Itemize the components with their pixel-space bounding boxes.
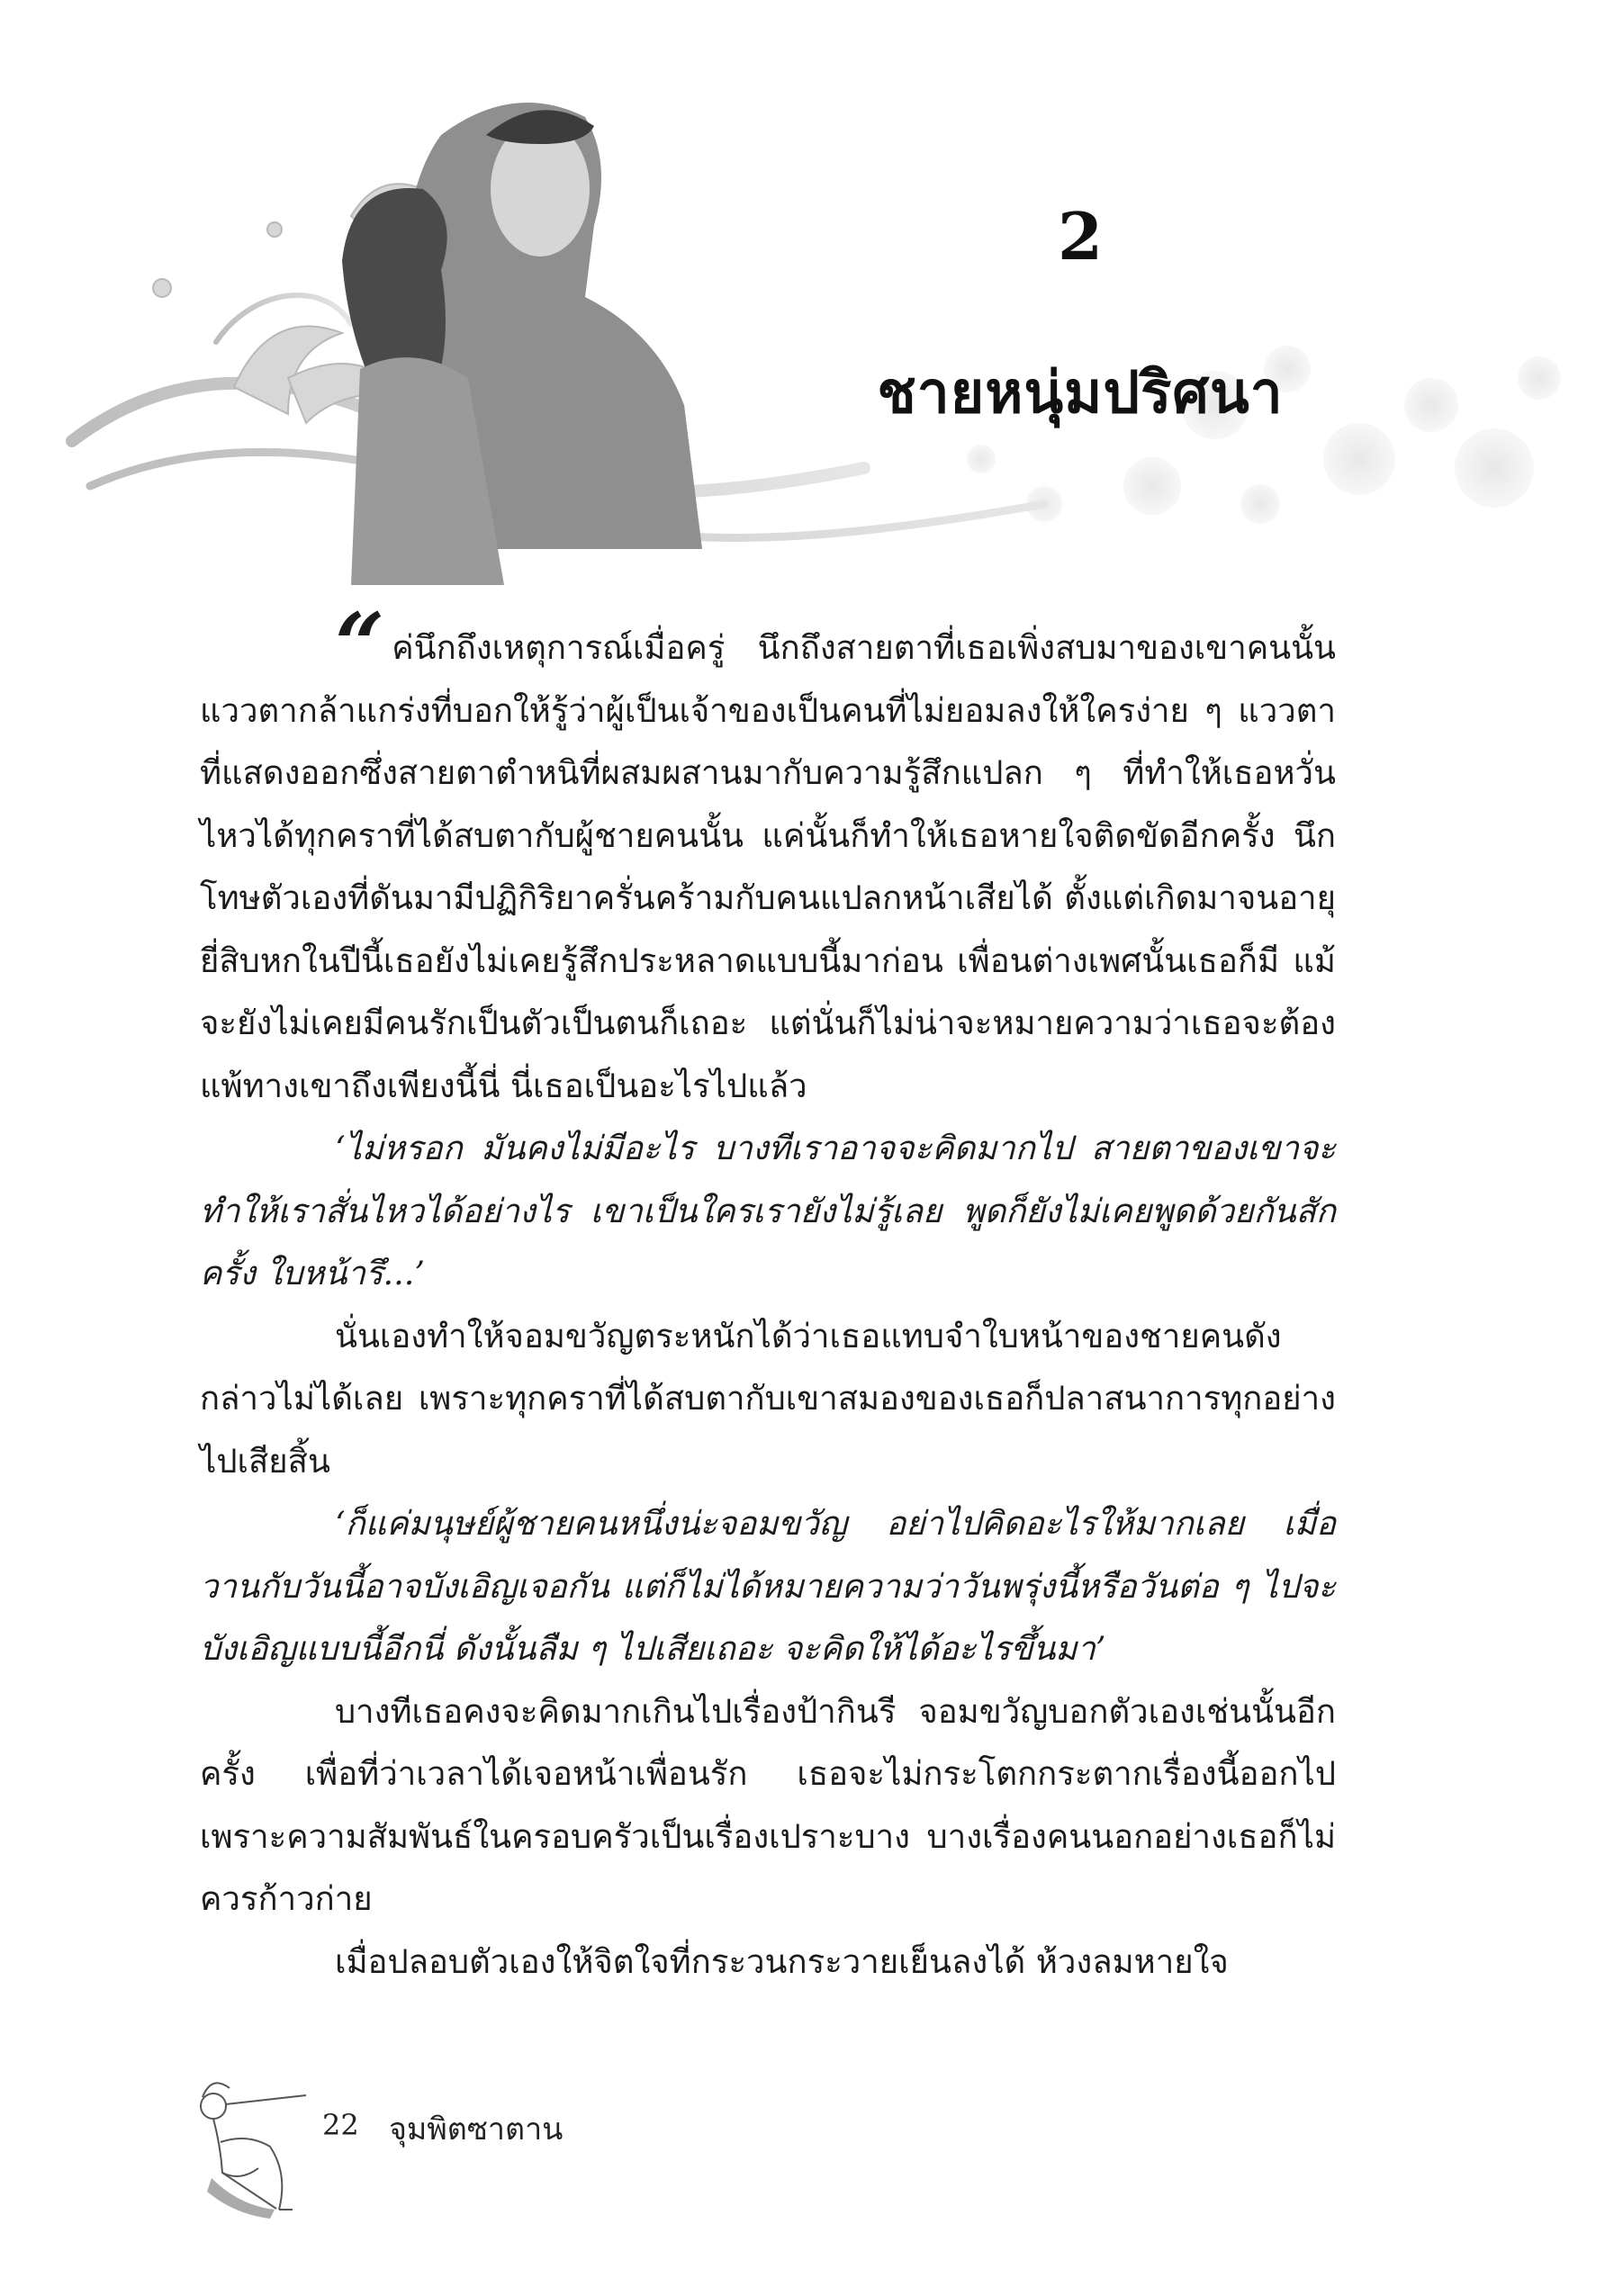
paragraph-1	[200, 594, 1336, 1117]
chapter-title: ชายหนุ่มปริศนา	[877, 360, 1284, 427]
paragraph-6: เมื่อปลอบตัวเองให้จิตใจที่กระวนกระวายเย็นลงได้ ห้วงลมหายใจ	[335, 1941, 1229, 1981]
paragraph-3: นั่นเองทำให้จอมขวัญตระหนักได้ว่าเธอแทบจำใบหน้าของชายคนดังกล่าวไม่ได้เลย เพราะทุกคราที่ได้สบตากับเขาสมองของเธอก็ปลาสนาการทุกอย่างไปเสียสิ้น	[200, 1316, 1336, 1481]
footer-figure-illustration	[194, 2070, 329, 2228]
chapter-body	[200, 594, 1336, 1993]
chapter-number: 2	[1057, 198, 1104, 275]
open-quote-mark: “	[335, 594, 385, 696]
chapter-header-illustration	[54, 81, 1566, 585]
paragraph-5: บางทีเธอคงจะคิดมากเกินไปเรื่องป้ากินรี จอมขวัญบอกตัวเองเช่นนั้นอีกครั้ง เพื่อที่ว่าเวลาได้เจอหน้าเพื่อนรัก เธอจะไม่กระโตกกระตากเรื่องนี้ออกไป เพราะความสัมพันธ์ในครอบครัวเป็นเรื่องเปราะบาง บางเรื่องคนนอกอย่างเธอก็ไม่ควรก้าวก่าย	[200, 1691, 1336, 1918]
paragraph-2: ‘ไม่หรอก มันคงไม่มีอะไร บางทีเราอาจจะคิดมากไป สายตาของเขาจะทำให้เราสั่นไหวได้อย่างไร เขาเป็นใครเรายังไม่รู้เลย พูดก็ยังไม่เคยพูดด้วยกันสักครั้ง ใบหน้ารึ...’	[200, 1129, 1336, 1292]
couple-figure	[342, 103, 702, 585]
paragraph-1-text: ค่นึกถึงเหตุการณ์เมื่อครู่ นึกถึงสายตาที่เธอเพิ่งสบมาของเขาคนนั้น แววตากล้าแกร่งที่บอกให้รู้ว่าผู้เป็นเจ้าของเป็นคนที่ไม่ยอมลงให้ใครง่าย ๆ แววตาที่แสดงออกซึ่งสายตาตำหนิที่ผสมผสานมากับความรู้สึกแปลก ๆ ที่ทำให้เธอหวั่นไหวได้ทุกคราที่ได้สบตากับผู้ชายคนนั้น แค่นั้นก็ทำให้เธอหายใจติดขัดอีกครั้ง นึกโทษตัวเองที่ดันมามีปฏิกิริยาครั่นคร้ามกับคนแปลกหน้าเสียได้ ตั้งแต่เกิดมาจนอายุยี่สิบหกในปีนี้เธอยังไม่เคยรู้สึกประหลาดแบบนี้มาก่อน เพื่อนต่างเพศนั้นเธอก็มี แม้จะยังไม่เคยมีคนรักเป็นตัวเป็นตนก็เถอะ แต่นั่นก็ไม่น่าจะหมายความว่าเธอจะต้องแพ้ทางเขาถึงเพียงนี้นี่ นี่เธอเป็นอะไรไปแล้ว	[200, 628, 1336, 1105]
paragraph-4: ‘ก็แค่มนุษย์ผู้ชายคนหนึ่งน่ะจอมขวัญ อย่าไปคิดอะไรให้มากเลย เมื่อวานกับวันนี้อาจบังเอิญเจอกัน แต่ก็ไม่ได้หมายความว่าวันพรุ่งนี้หรือวันต่อ ๆ ไปจะบังเอิญแบบนี้อีกนี่ ดังนั้นลืม ๆ ไปเสียเถอะ จะคิดให้ได้อะไรขึ้นมา’	[200, 1504, 1336, 1668]
running-footer-book-title: จุมพิตซาตาน	[389, 2111, 564, 2147]
page-number: 22	[322, 2108, 359, 2142]
